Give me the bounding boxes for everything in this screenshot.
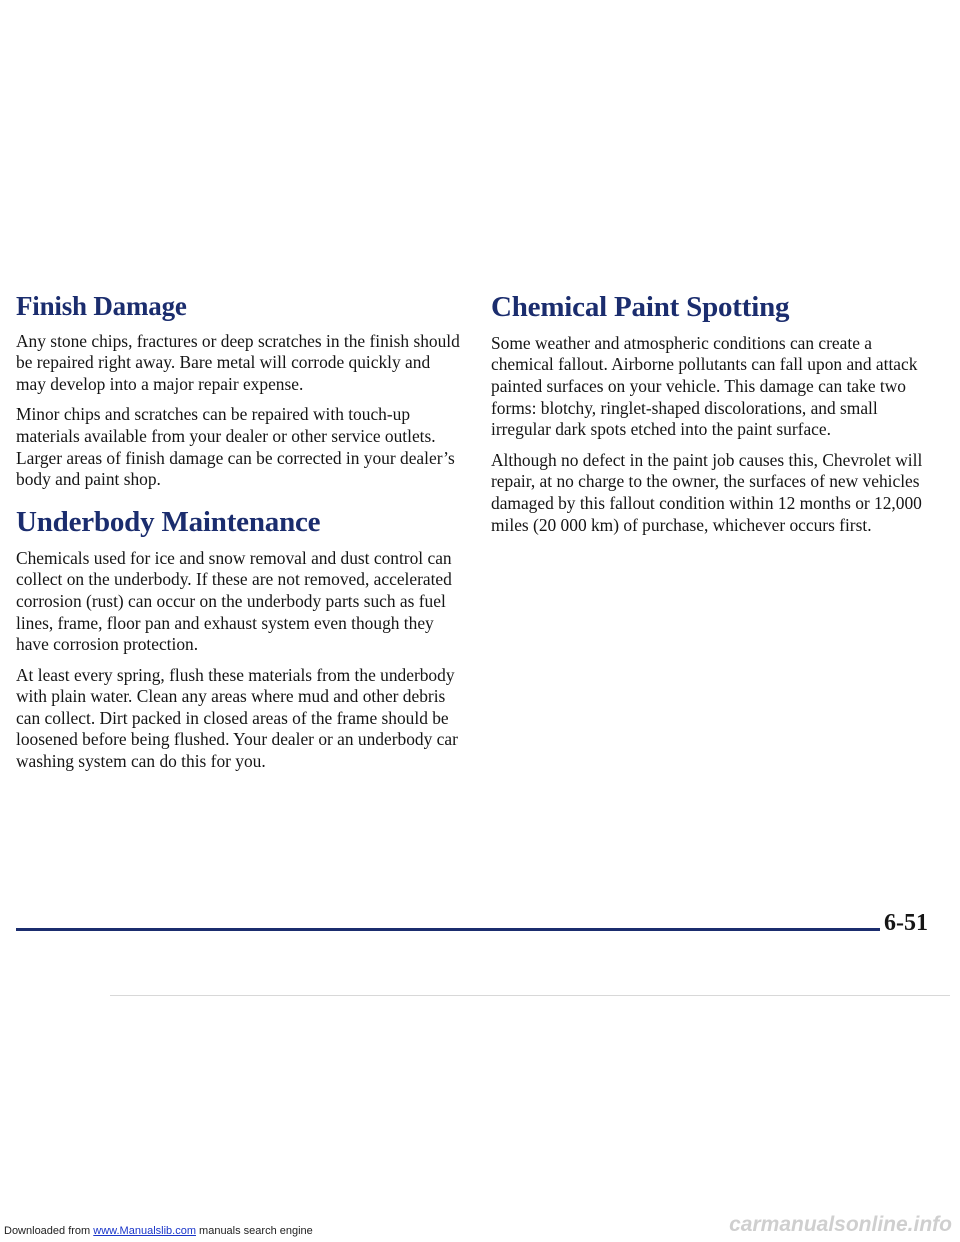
site-watermark: carmanualsonline.info <box>729 1213 952 1236</box>
underbody-paragraph-1: Chemicals used for ice and snow removal and dust control can collect on the underbody. If these are not removed, accelerated corrosion (rust) can occur on the underbody parts such as fuel lines, frame, floor pan and exhaust system even though they have corrosion protection. <box>16 547 452 655</box>
underbody-maintenance-heading: Underbody Maintenance <box>16 505 321 538</box>
underbody-paragraph-2: At least every spring, flush these materials from the underbody with plain water. Clean any areas where mud and other debris can collect. Dirt packed in closed areas of the frame should be loosened before being flushed. Your dealer or an underbody car washing system can do this for you. <box>16 664 458 772</box>
chemical-paint-spotting-heading: Chemical Paint Spotting <box>491 291 790 323</box>
download-notice-suffix: manuals search engine <box>195 1225 313 1237</box>
download-notice <box>4 1225 313 1237</box>
chemical-paint-paragraph-2: Although no defect in the paint job causes this, Chevrolet will repair, at no charge to the owner, the surfaces of new vehicles damaged by this fallout condition within 12 months or 12,000 miles (20 000 km) of purchase, whichever occurs first. <box>491 449 923 535</box>
right-column <box>491 292 937 545</box>
manualslib-link[interactable]: www.Manualslib.com <box>93 1225 196 1237</box>
finish-damage-paragraph-2: Minor chips and scratches can be repaired with touch-up materials available from your dealer or other service outlets. Larger areas of finish damage can be corrected in your dealer’s body and paint shop. <box>16 404 455 490</box>
scan-divider <box>110 995 950 996</box>
download-notice-prefix: Downloaded from <box>4 1225 94 1237</box>
finish-damage-paragraph-1: Any stone chips, fractures or deep scratches in the finish should be repaired right away. Bare metal will corrode quickly and may develop into a major repair expense. <box>16 330 460 394</box>
chemical-paint-paragraph-1: Some weather and atmospheric conditions can create a chemical fallout. Airborne pollutants can fall upon and attack painted surfaces on your vehicle. This damage can take two forms: blotchy, ringlet-shaped discolorations, and small irregular dark spots etched into the paint surface. <box>491 332 918 440</box>
page-number: 6-51 <box>884 910 928 936</box>
left-column <box>16 292 462 782</box>
footer-rule <box>16 928 880 931</box>
finish-damage-heading: Finish Damage <box>16 291 187 321</box>
